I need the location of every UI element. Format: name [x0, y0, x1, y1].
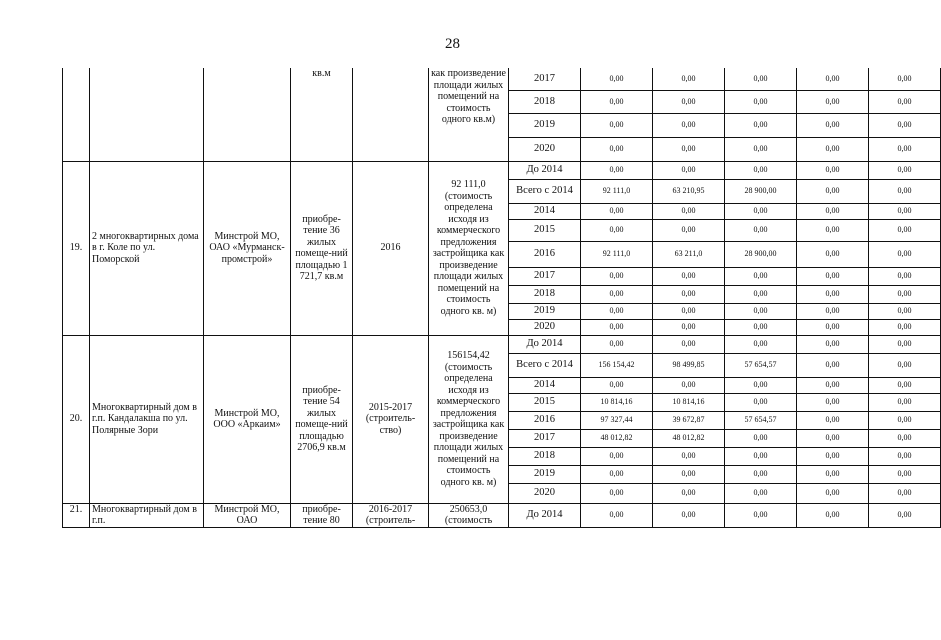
amount: 0,00	[653, 503, 725, 527]
amount: 0,00	[725, 393, 797, 411]
amount: 63 210,95	[653, 179, 725, 203]
amount: 0,00	[869, 465, 941, 483]
year: 2017	[509, 429, 581, 447]
volume: приобре-тение 36 жилых помеще-ний площадью 1 721,7 кв.м	[291, 161, 353, 335]
amount: 0,00	[869, 377, 941, 393]
year: До 2014	[509, 161, 581, 179]
amount: 0,00	[581, 319, 653, 335]
amount: 0,00	[581, 503, 653, 527]
amount: 39 672,87	[653, 411, 725, 429]
amount: 0,00	[725, 68, 797, 90]
amount: 0,00	[797, 113, 869, 137]
amount: 0,00	[653, 303, 725, 319]
amount: 10 814,16	[653, 393, 725, 411]
amount: 0,00	[797, 377, 869, 393]
amount: 0,00	[653, 285, 725, 303]
amount: 0,00	[869, 161, 941, 179]
amount: 0,00	[581, 465, 653, 483]
year: 2015	[509, 219, 581, 241]
amount: 57 654,57	[725, 353, 797, 377]
amount: 48 012,82	[581, 429, 653, 447]
amount: 0,00	[725, 161, 797, 179]
amount: 0,00	[581, 377, 653, 393]
amount: 0,00	[725, 303, 797, 319]
amount: 0,00	[581, 161, 653, 179]
amount: 0,00	[797, 319, 869, 335]
amount: 0,00	[653, 377, 725, 393]
period: 2016	[353, 161, 429, 335]
year: 2014	[509, 203, 581, 219]
cost: как произведение площади жилых помещений на стоимость одного кв.м)	[429, 68, 509, 161]
period: 2015-2017 (строитель-ство)	[353, 335, 429, 503]
amount: 0,00	[653, 137, 725, 161]
cost: 156154,42 (стоимость определена исходя из коммерческого предложения застройщика как произведение площади жилых помещений на стоимость одного кв. м)	[429, 335, 509, 503]
amount: 0,00	[797, 137, 869, 161]
amount: 0,00	[725, 203, 797, 219]
amount: 0,00	[797, 447, 869, 465]
table-row	[63, 503, 941, 527]
amount: 98 499,85	[653, 353, 725, 377]
volume: приобре-тение 80	[291, 503, 353, 527]
amount: 48 012,82	[653, 429, 725, 447]
amount: 0,00	[581, 137, 653, 161]
year: 2017	[509, 267, 581, 285]
amount: 0,00	[581, 447, 653, 465]
amount: 97 327,44	[581, 411, 653, 429]
page-number: 28	[445, 36, 460, 52]
amount: 0,00	[869, 203, 941, 219]
row-number: 21.	[63, 503, 90, 527]
year: До 2014	[509, 503, 581, 527]
amount: 0,00	[869, 447, 941, 465]
table-row	[63, 68, 941, 90]
amount: 0,00	[797, 335, 869, 353]
amount: 0,00	[653, 335, 725, 353]
amount: 0,00	[869, 353, 941, 377]
amount: 0,00	[581, 483, 653, 503]
amount: 0,00	[797, 179, 869, 203]
amount: 0,00	[869, 219, 941, 241]
amount: 0,00	[653, 113, 725, 137]
amount: 0,00	[797, 411, 869, 429]
amount: 0,00	[797, 203, 869, 219]
year: 2020	[509, 137, 581, 161]
amount: 0,00	[653, 90, 725, 113]
amount: 0,00	[725, 377, 797, 393]
amount: 0,00	[797, 503, 869, 527]
amount: 0,00	[869, 429, 941, 447]
amount: 0,00	[725, 465, 797, 483]
amount: 0,00	[869, 393, 941, 411]
year: 2020	[509, 319, 581, 335]
year: Всего с 2014	[509, 353, 581, 377]
year: 2020	[509, 483, 581, 503]
amount: 0,00	[797, 90, 869, 113]
amount: 0,00	[653, 447, 725, 465]
object-name: 2 многоквартирных дома в г. Коле по ул. Поморской	[90, 161, 204, 335]
amount: 0,00	[797, 483, 869, 503]
amount: 156 154,42	[581, 353, 653, 377]
year: 2016	[509, 411, 581, 429]
amount: 0,00	[725, 447, 797, 465]
year: 2019	[509, 113, 581, 137]
table-row	[63, 335, 941, 353]
year: 2019	[509, 303, 581, 319]
amount: 0,00	[653, 267, 725, 285]
year: 2019	[509, 465, 581, 483]
amount: 0,00	[869, 68, 941, 90]
year: 2018	[509, 285, 581, 303]
amount: 0,00	[797, 429, 869, 447]
period: 2016-2017 (строитель-	[353, 503, 429, 527]
volume: кв.м	[291, 68, 353, 161]
amount: 0,00	[581, 285, 653, 303]
amount: 0,00	[725, 429, 797, 447]
object-name: Многоквартирный дом в г.п.	[90, 503, 204, 527]
amount: 0,00	[797, 465, 869, 483]
amount: 57 654,57	[725, 411, 797, 429]
amount: 0,00	[869, 90, 941, 113]
customer: Минстрой МО, ОАО «Мурманск-промстрой»	[204, 161, 291, 335]
amount: 0,00	[581, 219, 653, 241]
amount: 0,00	[725, 335, 797, 353]
amount: 92 111,0	[581, 241, 653, 267]
amount: 0,00	[653, 483, 725, 503]
amount: 0,00	[653, 319, 725, 335]
amount: 0,00	[581, 113, 653, 137]
amount: 28 900,00	[725, 179, 797, 203]
year: 2016	[509, 241, 581, 267]
amount: 0,00	[869, 483, 941, 503]
amount: 0,00	[869, 335, 941, 353]
year: 2015	[509, 393, 581, 411]
program-table	[62, 68, 941, 528]
amount: 0,00	[581, 335, 653, 353]
amount: 0,00	[797, 285, 869, 303]
amount: 0,00	[725, 483, 797, 503]
amount: 0,00	[581, 68, 653, 90]
amount: 0,00	[869, 411, 941, 429]
row-number: 19.	[63, 161, 90, 335]
amount: 0,00	[653, 465, 725, 483]
year: 2018	[509, 447, 581, 465]
amount: 0,00	[869, 503, 941, 527]
row-number	[63, 68, 90, 161]
amount: 0,00	[869, 285, 941, 303]
amount: 0,00	[725, 267, 797, 285]
amount: 0,00	[725, 113, 797, 137]
amount: 0,00	[725, 503, 797, 527]
amount: 0,00	[725, 90, 797, 113]
amount: 0,00	[581, 303, 653, 319]
amount: 0,00	[797, 68, 869, 90]
amount: 0,00	[797, 241, 869, 267]
amount: 0,00	[653, 161, 725, 179]
object-name: Многоквартирный дом в г.п. Кандалакша по ул. Полярные Зори	[90, 335, 204, 503]
amount: 0,00	[869, 137, 941, 161]
amount: 92 111,0	[581, 179, 653, 203]
amount: 0,00	[869, 267, 941, 285]
amount: 0,00	[797, 161, 869, 179]
amount: 0,00	[725, 137, 797, 161]
amount: 0,00	[725, 219, 797, 241]
amount: 0,00	[869, 113, 941, 137]
year: Всего с 2014	[509, 179, 581, 203]
year: До 2014	[509, 335, 581, 353]
amount: 10 814,16	[581, 393, 653, 411]
customer	[204, 68, 291, 161]
year: 2018	[509, 90, 581, 113]
amount: 0,00	[581, 203, 653, 219]
cost: 92 111,0 (стоимость определена исходя из коммерческого предложения застройщика как произведение площади жилых помещений на стоимость одного кв. м)	[429, 161, 509, 335]
amount: 0,00	[581, 90, 653, 113]
amount: 0,00	[725, 319, 797, 335]
amount: 0,00	[797, 353, 869, 377]
object-name	[90, 68, 204, 161]
amount: 0,00	[581, 267, 653, 285]
amount: 0,00	[869, 303, 941, 319]
amount: 28 900,00	[725, 241, 797, 267]
amount: 0,00	[653, 203, 725, 219]
amount: 0,00	[869, 179, 941, 203]
year: 2014	[509, 377, 581, 393]
amount: 0,00	[653, 68, 725, 90]
amount: 0,00	[869, 319, 941, 335]
row-number: 20.	[63, 335, 90, 503]
cost: 250653,0 (стоимость	[429, 503, 509, 527]
amount: 63 211,0	[653, 241, 725, 267]
amount: 0,00	[797, 267, 869, 285]
amount: 0,00	[869, 241, 941, 267]
period	[353, 68, 429, 161]
customer: Минстрой МО, ООО «Аркаим»	[204, 335, 291, 503]
amount: 0,00	[653, 219, 725, 241]
year: 2017	[509, 68, 581, 90]
volume: приобре-тение 54 жилых помеще-ний площадью 2706,9 кв.м	[291, 335, 353, 503]
amount: 0,00	[725, 285, 797, 303]
amount: 0,00	[797, 219, 869, 241]
amount: 0,00	[797, 393, 869, 411]
amount: 0,00	[797, 303, 869, 319]
table-row	[63, 161, 941, 179]
customer: Минстрой МО, ОАО	[204, 503, 291, 527]
